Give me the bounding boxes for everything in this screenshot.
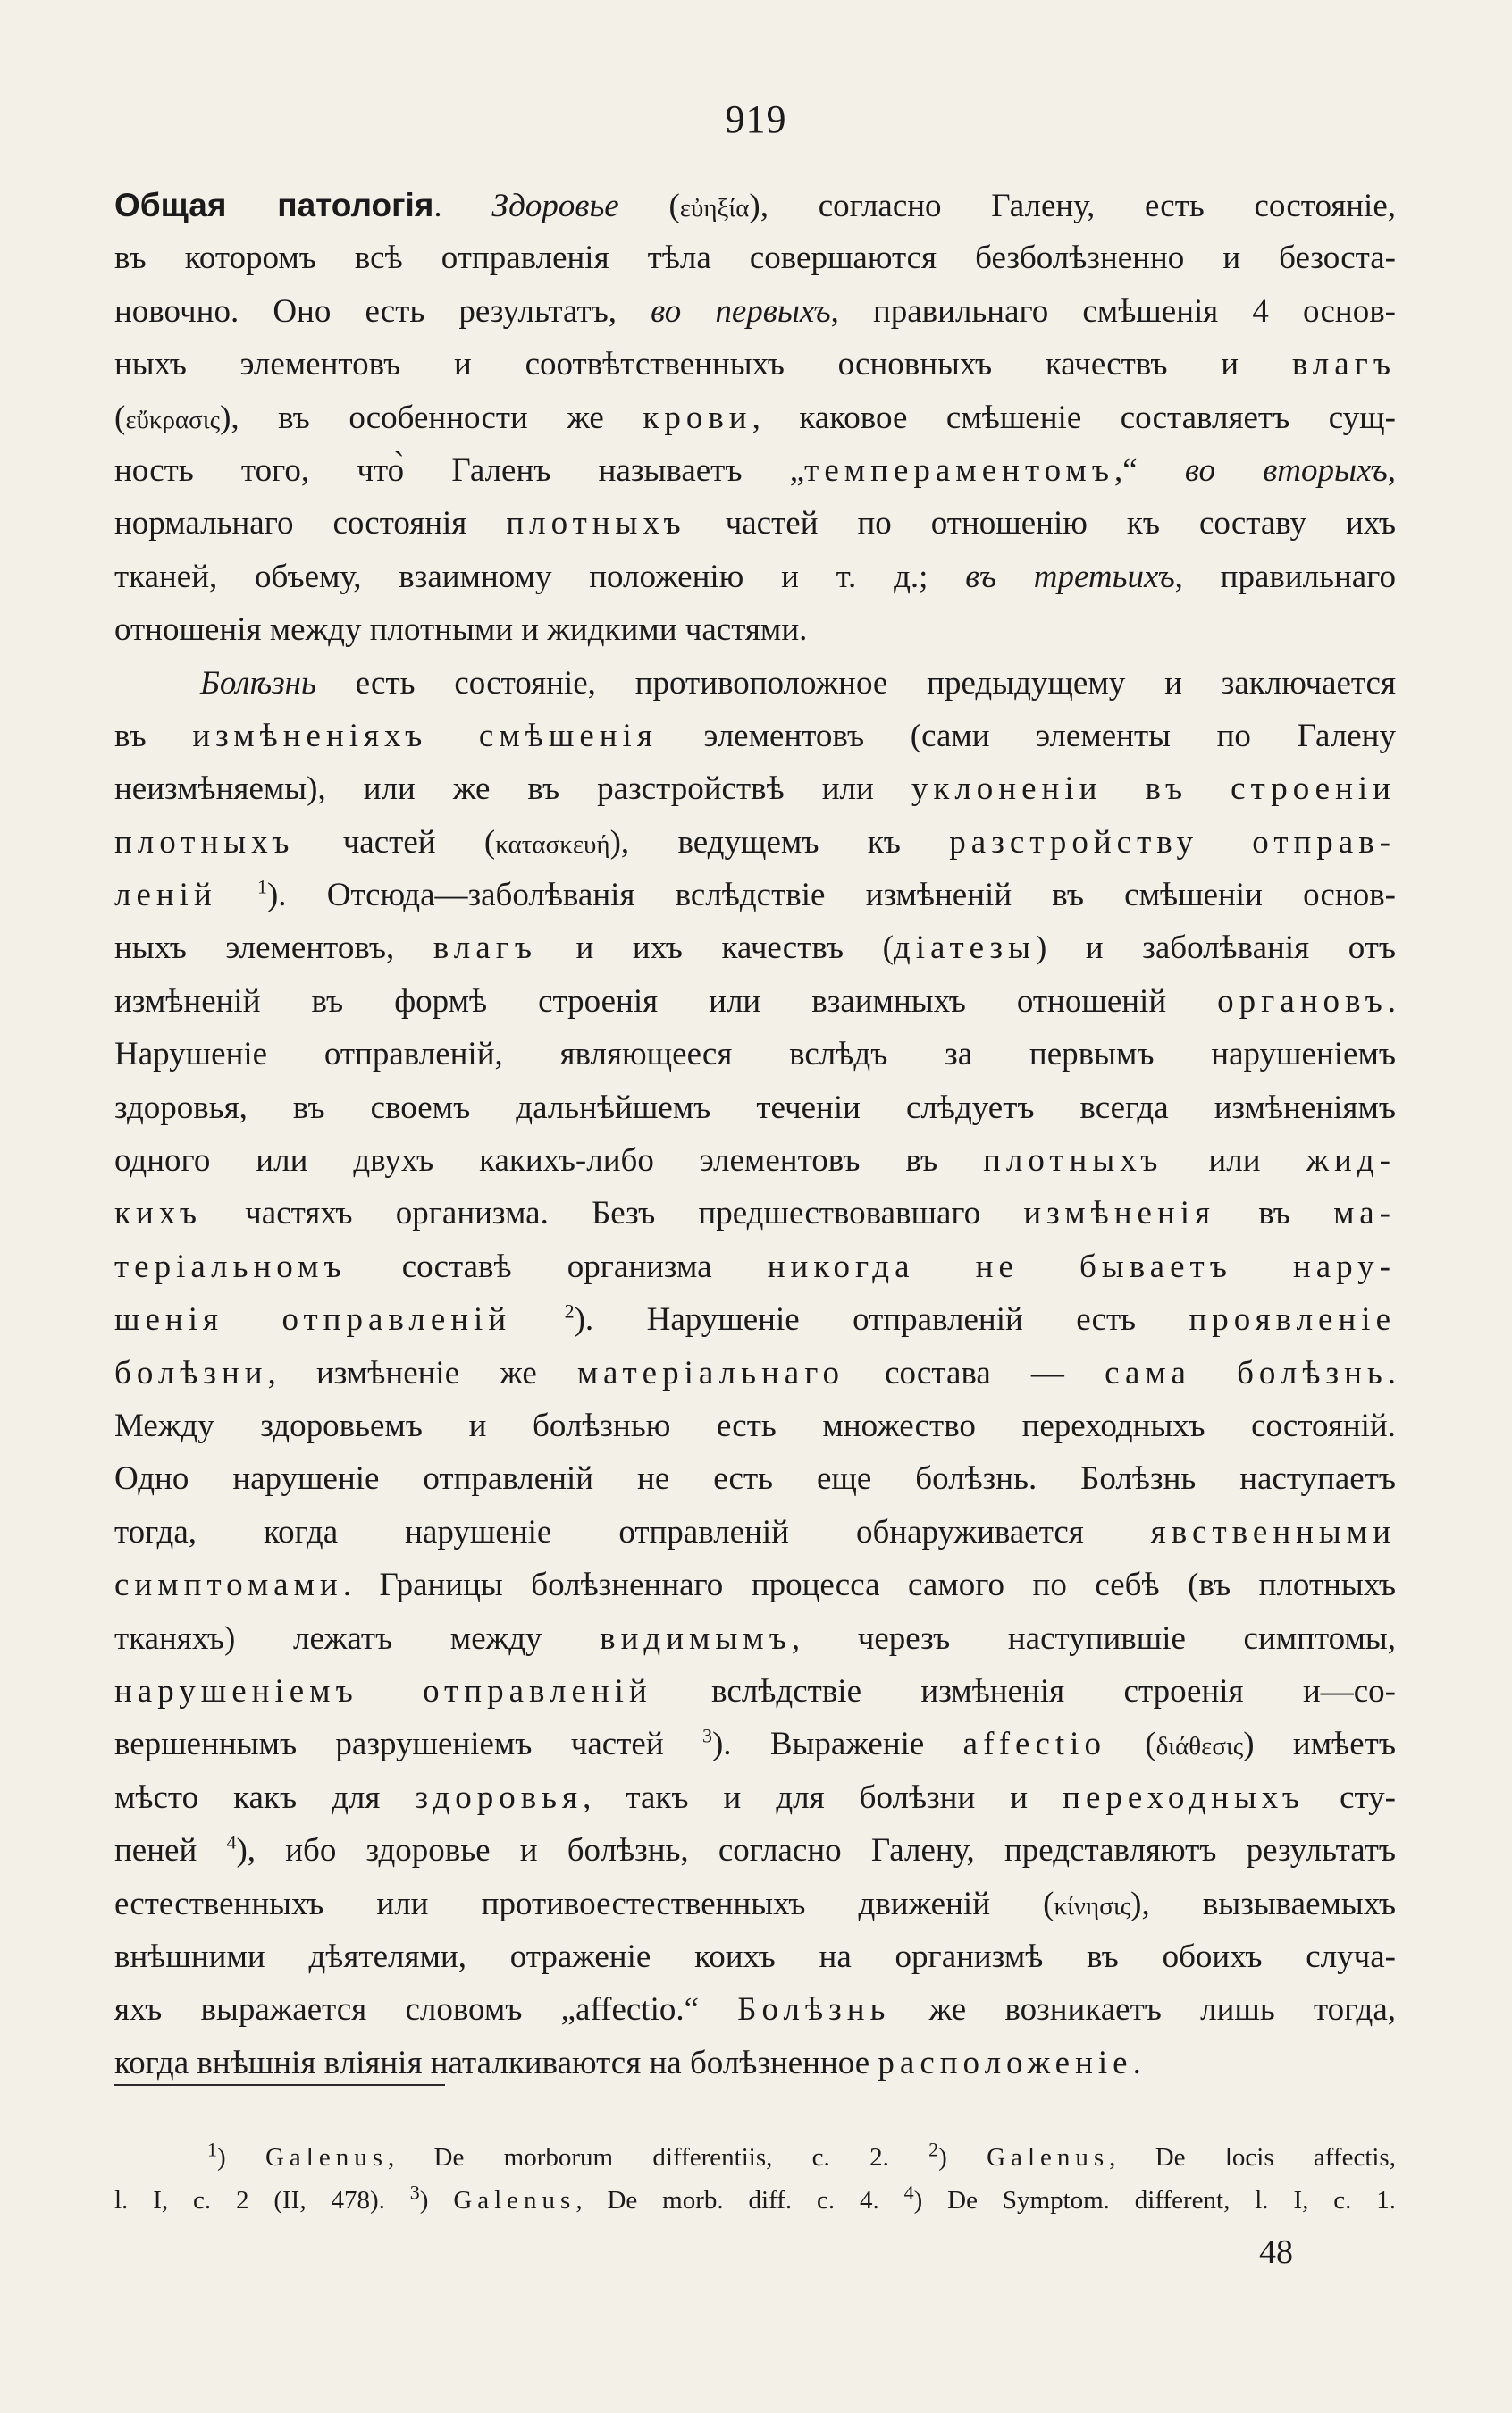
text-run: .	[433, 188, 492, 224]
text-run: ,	[1387, 451, 1396, 489]
spaced-emphasis: болѣзни	[114, 1354, 268, 1391]
text-run: тканяхъ) лежатъ между	[114, 1619, 601, 1657]
text-run: новочно. Оно есть результатъ,	[114, 292, 651, 330]
text-run: ). Нарушеніе отправленій есть	[574, 1301, 1189, 1339]
text-run: ), въ особенности же	[220, 399, 643, 436]
spaced-emphasis: плотныхъ	[983, 1142, 1163, 1180]
footnotes	[114, 2136, 1396, 2222]
text-run: ), вызываемыхъ	[1130, 1885, 1397, 1922]
spaced-emphasis: Болѣзнь	[737, 1991, 891, 2029]
text-run	[217, 877, 257, 913]
footnote-ref: 3	[701, 1725, 712, 1747]
body-line	[114, 1878, 1396, 1930]
body-line	[114, 1983, 1396, 2036]
body-line	[114, 975, 1396, 1028]
spaced-emphasis: ма-	[1333, 1195, 1396, 1232]
text-run: вершеннымъ разрушеніемъ частей	[114, 1726, 702, 1763]
text-run: въ которомъ всѣ отправленія тѣла совершаются безболѣзненно и безоста-	[114, 240, 1396, 277]
text-run: здоровья, въ своемъ дальнѣйшемъ теченіи слѣдуетъ всегда измѣненіямъ	[114, 1089, 1396, 1126]
body-line	[114, 1452, 1396, 1505]
text-run: , правильнаго смѣшенія 4 основ-	[830, 292, 1396, 330]
footnote-ref: 4	[226, 1830, 237, 1854]
spaced-emphasis: плотныхъ	[506, 505, 686, 542]
text-run: внѣшними дѣятелями, отраженіе коихъ на организмѣ въ обоихъ случа-	[114, 1938, 1396, 1975]
text-run: .	[1387, 982, 1396, 1020]
text-run: одного или двухъ какихъ-либо элементовъ въ	[114, 1142, 984, 1180]
body-line	[114, 1134, 1396, 1187]
italic-emphasis: во первыхъ	[651, 292, 831, 330]
spaced-emphasis: проявленіе	[1189, 1301, 1396, 1339]
text-run: ). Отсюда—заболѣванія вслѣдствіе измѣненій въ смѣшеніи основ-	[266, 877, 1397, 914]
text-run: ), ибо здоровье и болѣзнь, согласно Галену, представляютъ результатъ	[236, 1832, 1396, 1870]
spaced-emphasis: жид-	[1306, 1142, 1396, 1180]
footnote-line	[114, 2179, 1396, 2222]
spaced-emphasis: здоровья	[415, 1778, 584, 1816]
text-run: отношенія между плотными и жидкими частями.	[114, 611, 808, 649]
text-run: элементовъ (сами элементы по Галену	[657, 717, 1396, 754]
text-run: (	[618, 188, 680, 224]
spaced-emphasis: Galenus	[987, 2143, 1110, 2172]
text-run: въ	[114, 717, 193, 754]
text-run: , правильнаго	[1174, 558, 1396, 595]
greek-term: εὔκρασις	[125, 405, 221, 434]
text-run: Нарушеніе отправленій, являющееся вслѣдъ за первымъ нарушеніемъ	[114, 1036, 1396, 1073]
body-line	[114, 816, 1396, 869]
footnote-ref: 2	[928, 2138, 939, 2161]
footnote-ref: 4	[903, 2181, 914, 2204]
body-line	[114, 1559, 1396, 1611]
text-run: )	[419, 2186, 454, 2215]
text-run: частей по отношенію къ составу ихъ	[685, 505, 1396, 542]
italic-emphasis: въ третьихъ	[965, 558, 1175, 595]
text-run: .	[1132, 2044, 1141, 2081]
body-line	[114, 2037, 1396, 2089]
text-run: когда внѣшнія вліянія наталкиваются на болѣзненное	[114, 2044, 878, 2081]
text-run: ныхъ элементовъ и соотвѣтственныхъ основныхъ качествъ и	[114, 346, 1292, 383]
text-run: частяхъ организма. Безъ предшествовавшаго	[202, 1195, 1024, 1232]
spaced-emphasis: органовъ	[1217, 982, 1388, 1020]
spaced-emphasis: діатезы	[893, 929, 1037, 967]
spaced-emphasis: теріальномъ	[114, 1248, 347, 1285]
body-line	[114, 1240, 1396, 1293]
text-run: ныхъ элементовъ,	[114, 929, 433, 967]
text-run: естественныхъ или противоестественныхъ движеній (	[114, 1885, 1054, 1922]
spaced-emphasis: измѣненія	[1023, 1195, 1216, 1232]
italic-emphasis: Здоровье	[491, 188, 619, 224]
text-run: )	[938, 2143, 987, 2172]
text-run: ). Выраженіе	[711, 1726, 963, 1763]
body-line	[114, 1293, 1396, 1346]
body-line	[114, 391, 1396, 444]
text-run: ность того, что̀ Галенъ называетъ „	[114, 451, 805, 489]
text-run: или	[1163, 1142, 1306, 1180]
text-run: .	[1387, 1354, 1397, 1391]
greek-term: κατασκευή	[495, 829, 610, 859]
signature-mark: 48	[1259, 2233, 1293, 2271]
text-run: Одно нарушеніе отправленій не есть еще болѣзнь. Болѣзнь наступаетъ	[114, 1460, 1396, 1498]
spaced-emphasis: плотныхъ	[114, 823, 295, 861]
text-run: составѣ организма	[346, 1248, 768, 1285]
spaced-emphasis: Galenus	[453, 2186, 576, 2215]
body-line	[114, 1718, 1396, 1770]
footnote-ref: 1	[207, 2138, 217, 2161]
spaced-emphasis: леній	[114, 877, 217, 914]
body-line	[114, 1400, 1396, 1452]
italic-emphasis: Болѣзнь	[200, 664, 316, 702]
text-run: ) имѣетъ	[1243, 1726, 1396, 1763]
body-line	[114, 1081, 1396, 1134]
spaced-emphasis: влагъ	[1291, 346, 1396, 383]
text-run: яхъ выражается словомъ „affectio.“	[114, 1991, 738, 2029]
spaced-emphasis: темпераментомъ	[804, 451, 1114, 489]
spaced-emphasis: affectio	[962, 1726, 1106, 1763]
text-run: ,“	[1113, 451, 1185, 489]
text-run: же возникаетъ лишь тогда,	[890, 1991, 1396, 2029]
body-line	[114, 231, 1396, 284]
spaced-emphasis: крови	[643, 399, 752, 436]
text-run: ), согласно Галену, есть состояніе,	[749, 188, 1397, 224]
body-text	[114, 179, 1396, 2089]
text-run: пеней	[114, 1832, 227, 1870]
text-run: (	[114, 399, 126, 436]
spaced-emphasis: никогда не бываетъ нару-	[767, 1248, 1397, 1285]
spaced-emphasis: расположеніе	[878, 2044, 1133, 2081]
spaced-emphasis: видимымъ	[600, 1619, 792, 1657]
text-run: . Границы болѣзненнаго процесса самого по себѣ (въ плотныхъ	[342, 1567, 1396, 1604]
text-run: , черезъ наступившіе симптомы,	[791, 1619, 1396, 1657]
text-run: тканей, объему, взаимному положенію и т. д.;	[114, 558, 966, 595]
text-run: )	[217, 2143, 265, 2172]
body-line	[114, 1028, 1396, 1080]
spaced-emphasis: сама болѣзнь	[1105, 1354, 1388, 1391]
greek-term: εὐηξία	[679, 194, 750, 223]
body-line	[114, 285, 1396, 338]
text-run: частей (	[294, 823, 496, 861]
body-line	[114, 444, 1396, 497]
text-run: ), ведущемъ къ	[609, 823, 950, 861]
text-run: и ихъ качествъ (	[537, 929, 894, 967]
text-run: , каковое смѣшеніе составляетъ сущ-	[752, 399, 1396, 436]
footnote-ref: 3	[409, 2181, 420, 2204]
text-run: нормальнаго состоянія	[114, 505, 507, 542]
text-run: ) De Symptom. different, l. I, c. 1.	[913, 2186, 1396, 2215]
text-run: состава —	[844, 1354, 1105, 1391]
spaced-emphasis: матеріальнаго	[576, 1354, 844, 1391]
body-line	[114, 179, 1396, 231]
body-line	[114, 921, 1396, 974]
footnote-line	[114, 2136, 1396, 2179]
body-line	[114, 551, 1396, 603]
body-line	[114, 869, 1396, 921]
text-run: мѣсто какъ для	[114, 1778, 416, 1816]
spaced-emphasis: измѣненіяхъ смѣшенія	[192, 717, 658, 754]
spaced-emphasis: Galenus	[265, 2143, 388, 2172]
text-run: , измѣненіе же	[267, 1354, 577, 1391]
body-line	[114, 1506, 1396, 1559]
text-run: неизмѣняемы), или же въ разстройствѣ или	[114, 770, 911, 808]
body-line	[114, 1771, 1396, 1824]
text-run: , De morborum differentiis, c. 2.	[388, 2143, 929, 2172]
section-heading: Общая патологія	[114, 187, 434, 223]
italic-emphasis: во вторыхъ	[1184, 451, 1388, 489]
page-number: 919	[725, 97, 787, 141]
body-line	[114, 1187, 1396, 1240]
text-run: въ	[1215, 1195, 1334, 1232]
footnote-ref: 1	[256, 875, 267, 898]
text-run: ) и заболѣванія отъ	[1036, 929, 1397, 967]
body-line	[114, 338, 1396, 391]
text-run: вслѣдствіе измѣненія строенія и—со-	[651, 1672, 1396, 1710]
body-line	[114, 1612, 1396, 1665]
body-line	[114, 1824, 1396, 1877]
spaced-emphasis: кихъ	[114, 1195, 202, 1232]
text-run: , De morb. diff. c. 4.	[575, 2186, 904, 2215]
text-run: тогда, когда нарушеніе отправленій обнаруживается	[114, 1513, 1151, 1551]
footnote-ref: 2	[564, 1299, 575, 1323]
greek-term: κίνησις	[1054, 1891, 1131, 1921]
body-line	[114, 1665, 1396, 1718]
text-run: есть состояніе, противоположное предыдущему и заключается	[315, 664, 1396, 702]
text-run	[511, 1301, 564, 1338]
body-line	[114, 1930, 1396, 1983]
body-line	[114, 1347, 1396, 1400]
body-line	[114, 657, 1396, 710]
spaced-emphasis: уклоненіи въ строеніи	[911, 770, 1396, 808]
body-line	[114, 710, 1396, 762]
spaced-emphasis: явственными	[1150, 1513, 1396, 1551]
text-run: Между здоровьемъ и болѣзнью есть множество переходныхъ состояній.	[114, 1407, 1396, 1444]
spaced-emphasis: нарушеніемъ отправленій	[114, 1672, 652, 1710]
text-run: измѣненій въ формѣ строенія или взаимныхъ отношеній	[114, 982, 1218, 1020]
greek-term: διάθεσις	[1155, 1732, 1244, 1761]
spaced-emphasis: симптомами	[114, 1567, 343, 1604]
body-line	[114, 762, 1396, 815]
text-run: (	[1105, 1726, 1156, 1763]
footnote-rule	[114, 2084, 445, 2086]
text-run: l. I, c. 2 (II, 478).	[114, 2186, 410, 2215]
text-run: сту-	[1305, 1778, 1396, 1816]
body-line	[114, 603, 1396, 656]
spaced-emphasis: влагъ	[433, 929, 538, 967]
spaced-emphasis: шенія отправленій	[114, 1301, 512, 1339]
text-run: , такъ и для болѣзни и	[583, 1778, 1063, 1816]
spaced-emphasis: переходныхъ	[1063, 1778, 1306, 1816]
spaced-emphasis: разстройству отправ-	[949, 823, 1397, 861]
body-line	[114, 497, 1396, 550]
text-run: , De locis affectis,	[1109, 2143, 1396, 2172]
